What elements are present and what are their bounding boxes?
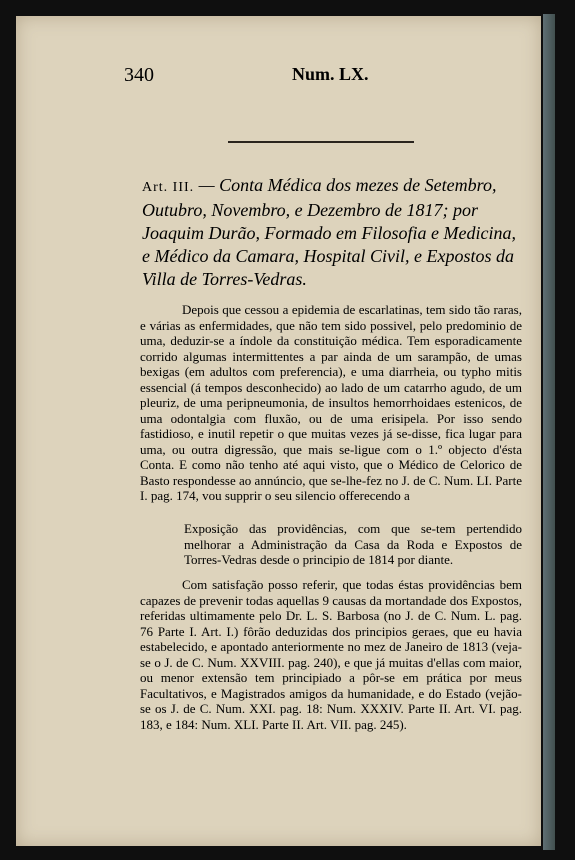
book-binding xyxy=(543,14,555,850)
article-label: Art. III. xyxy=(142,180,195,195)
header-rule xyxy=(228,141,414,143)
page-number: 340 xyxy=(124,64,154,86)
paragraph-2-exposition: Exposição das providências, com que se-tem pertendido melhorar a Administração da Casa da Roda e Expostos de Torres-Vedras desde o principio de 1814 por diante. xyxy=(184,521,522,567)
article-title-text: — Conta Médica dos mezes de Setembro, Outubro, Novembro, e Dezembro de 1817; por Joaquim Durão, Formado em Filosofia e Medicina, e Médico da Camara, Hospital Civil, e Expostos da Villa de Torres-Vedras. xyxy=(142,175,516,289)
article-title xyxy=(142,174,520,291)
running-title: Num. LX. xyxy=(292,64,369,84)
paragraph-3: Com satisfação posso referir, que todas éstas providências bem capazes de prevenir todas aquellas 9 causas da mortandade dos Expostos, referidas ultimamente pelo Dr. L. S. Barbosa (no J. de C. Num. L. pag. 76 Parte I. Art. I.) fôrão deduzidas dos principios geraes, que eu havia estabelecido, e apontado anteriormente no mez de Janeiro de 1813 (veja-se o J. de C. Num. XXVIII. pag. 240), e que já muitas d'ellas com maior, ou menor extensão tem principiado a pôr-se em prática por meus Facultativos, e Magistrados amigos da humanidade, e do Estado (vejão-se os J. de C. Num. XXI. pag. 18: Num. XXXIV. Parte II. Art. VI. pag. 183, e 184: Num. XLI. Parte II. Art. VII. pag. 245). xyxy=(140,577,522,732)
page-header xyxy=(124,64,424,88)
paragraph-1: Depois que cessou a epidemia de escarlatinas, tem sido tão raras, e várias as enfermidades, que não tem sido possivel, pelo predominio de uma, deduzir-se a índole da constituição médica. Tem esporadicamente corrido algumas intermittentes a par ainda de um sarampão, de umas bexigas (em adultos com preferencia), e uma diarrheia, ou typho mitis essencial (á tempos desconhecido) ao lado de um catarrho agudo, de um pleuriz, de uma peripneumonia, de insultos hemorrhoidaes estenicos, de uma odontalgia com fluxão, ou de uma erisipela. Por isso sendo fastidioso, e inutil repetir o que muitas vezes já se-disse, fica lugar para uma, ou outra digressão, que mais se-ligue com o 1.º objecto d'ésta Conta. E como não tenho até aqui visto, que o Médico de Celorico de Basto respondesse ao annúncio, que se-lhe-fez no J. de C. Num. LI. Parte I. pag. 174, vou supprir o seu silencio offerecendo a xyxy=(140,302,522,503)
